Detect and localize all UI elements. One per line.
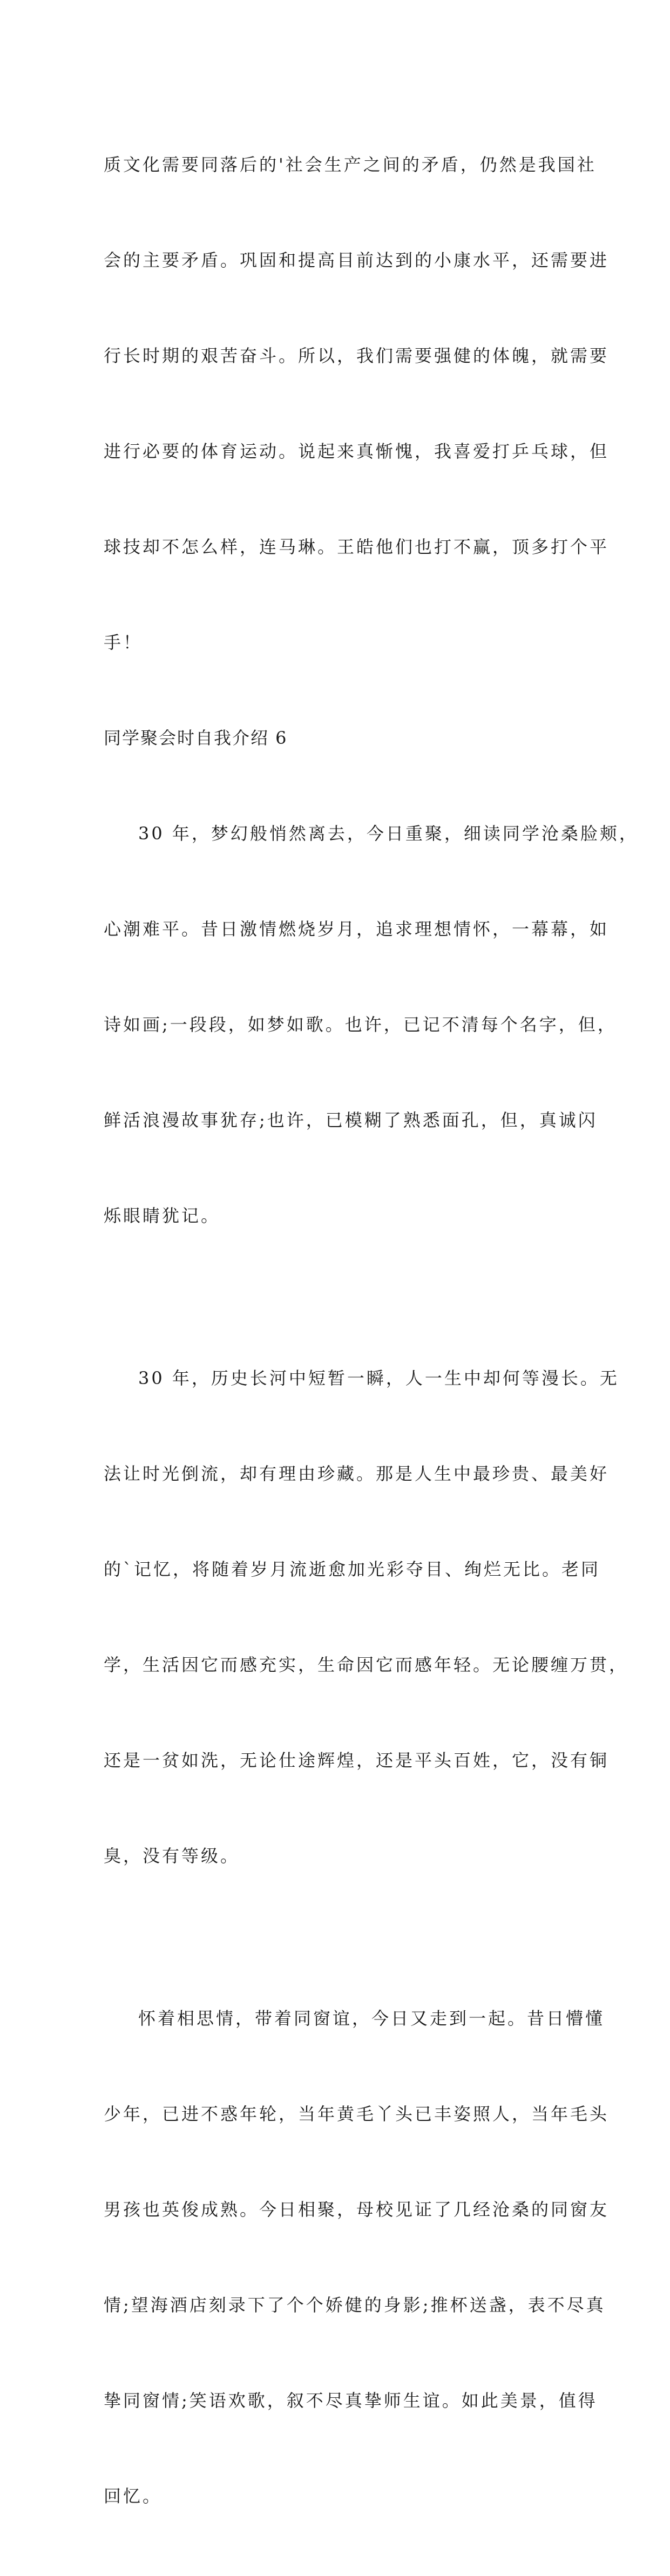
paragraph — [104, 1299, 629, 1936]
text-line: 手！ — [104, 632, 143, 653]
text-line: 诗如画;一段段，如梦如歌。也许，已记不清每个名字，但， — [104, 1014, 617, 1035]
text-line: 会的主要矛盾。巩固和提高目前达到的小康水平，还需要进 — [104, 250, 610, 270]
section-heading: 同学聚会时自我介绍 6 — [104, 728, 288, 748]
paragraph — [104, 1939, 610, 2576]
paragraph — [104, 754, 639, 1296]
paragraph-continuation — [104, 85, 610, 722]
text-line: 臭，没有等级。 — [104, 1846, 240, 1866]
text-line: 进行必要的体育运动。说起来真惭愧，我喜爱打乒乓球，但 — [104, 441, 610, 462]
text-line: 怀着相思情，带着同窗谊，今日又走到一起。昔日懵懂 — [138, 2008, 605, 2029]
text-line: 学，生活因它而感充实，生命因它而感年轻。无论腰缠万贯， — [104, 1655, 629, 1675]
text-line: 烁眼睛犹记。 — [104, 1205, 221, 1226]
text-line: 情;望海酒店刻录下了个个娇健的身影;推杯送盏，表不尽真 — [104, 2295, 606, 2315]
text-line: 还是一贫如洗，无论仕途辉煌，还是平头百姓，它，没有铜 — [104, 1750, 610, 1771]
text-line: 鲜活浪漫故事犹存;也许，已模糊了熟悉面孔，但，真诚闪 — [104, 1110, 598, 1130]
text-line: 30 年，梦幻般悄然离去，今日重聚，细读同学沧桑脸颊， — [138, 823, 639, 844]
text-line: 的`记忆，将随着岁月流逝愈加光彩夺目、绚烂无比。老同 — [104, 1559, 601, 1580]
text-line: 男孩也英俊成熟。今日相聚，母校见证了几经沧桑的同窗友 — [104, 2199, 610, 2220]
text-line: 30 年，历史长河中短暂一瞬，人一生中却何等漫长。无 — [138, 1368, 619, 1388]
text-line: 心潮难平。昔日激情燃烧岁月，追求理想情怀，一幕幕，如 — [104, 919, 610, 939]
text-line: 行长时期的艰苦奋斗。所以，我们需要强健的体魄，就需要 — [104, 345, 610, 366]
text-line: 挚同窗情;笑语欢歌，叙不尽真挚师生谊。如此美景，值得 — [104, 2390, 598, 2411]
text-line: 球技却不怎么样，连马琳。王皓他们也打不赢，顶多打个平 — [104, 537, 610, 557]
document-body — [104, 85, 639, 2576]
text-line: 质文化需要同落后的'社会生产之间的矛盾，仍然是我国社 — [104, 154, 597, 175]
text-line: 法让时光倒流，却有理由珍藏。那是人生中最珍贵、最美好 — [104, 1463, 610, 1484]
text-line: 回忆。 — [104, 2486, 163, 2506]
text-line: 少年，已进不惑年轮，当年黄毛丫头已丰姿照人，当年毛头 — [104, 2104, 610, 2124]
